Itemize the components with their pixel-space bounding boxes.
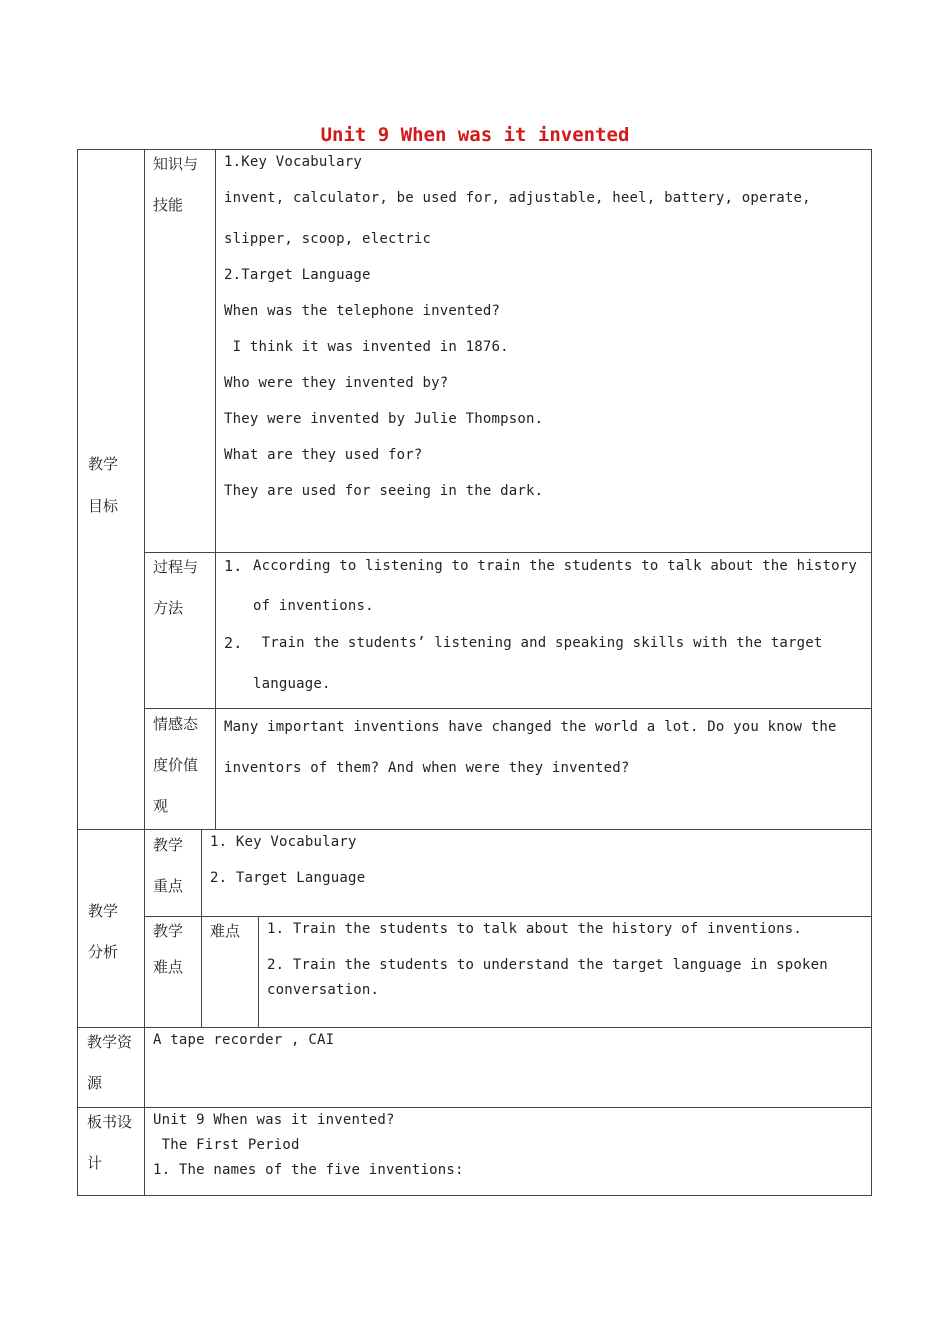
analysis-label-2: 分析 xyxy=(88,943,119,961)
board-line: 1. The names of the five inventions: xyxy=(153,1162,464,1178)
knowledge-label-1: 知识与 xyxy=(153,155,199,173)
process-label-2: 方法 xyxy=(153,599,184,617)
knowledge-line: slipper, scoop, electric xyxy=(224,231,432,247)
board-line: The First Period xyxy=(153,1137,300,1153)
analysis-label-1: 教学 xyxy=(88,902,119,920)
resources-label-1: 教学资 xyxy=(87,1033,133,1051)
knowledge-line: 1.Key Vocabulary xyxy=(224,154,363,170)
difficult-line: 2. Train the students to understand the target language in spoken xyxy=(267,957,828,973)
knowledge-line: 2.Target Language xyxy=(224,267,371,283)
process-item-number: 1. xyxy=(224,557,243,575)
process-item-line: language. xyxy=(253,676,331,692)
board-label-1: 板书设 xyxy=(87,1113,133,1131)
process-item-line: of inventions. xyxy=(253,598,374,614)
difficult-label-1: 教学 xyxy=(153,922,184,940)
process-item-line: Train the students’ listening and speaking skills with the target xyxy=(253,635,823,651)
knowledge-line: They are used for seeing in the dark. xyxy=(224,483,544,499)
resources-label-2: 源 xyxy=(87,1074,103,1092)
knowledge-label-2: 技能 xyxy=(153,196,184,214)
process-label-1: 过程与 xyxy=(153,558,199,576)
knowledge-line: I think it was invented in 1876. xyxy=(224,339,509,355)
key-point-line: 2. Target Language xyxy=(210,870,366,886)
process-item-line: According to listening to train the students to talk about the history xyxy=(253,558,858,574)
knowledge-line: invent, calculator, be used for, adjustable, heel, battery, operate, xyxy=(224,190,811,206)
attitude-label-2: 度价值 xyxy=(153,756,199,774)
knowledge-line: What are they used for? xyxy=(224,447,423,463)
difficult-line: conversation. xyxy=(267,982,380,998)
knowledge-line: When was the telephone invented? xyxy=(224,303,501,319)
objectives-label-1: 教学 xyxy=(88,455,119,473)
key-points-label-1: 教学 xyxy=(153,836,184,854)
attitude-label-3: 观 xyxy=(153,797,169,815)
attitude-line: inventors of them? And when were they invented? xyxy=(224,760,630,776)
board-label-2: 计 xyxy=(87,1154,103,1172)
key-points-label-2: 重点 xyxy=(153,877,184,895)
attitude-line: Many important inventions have changed the world a lot. Do you know the xyxy=(224,719,837,735)
process-item-number: 2. xyxy=(224,634,243,652)
board-line: Unit 9 When was it invented? xyxy=(153,1112,395,1128)
attitude-label-1: 情感态 xyxy=(153,715,199,733)
difficult-line: 1. Train the students to talk about the history of inventions. xyxy=(267,921,802,937)
difficult-label-2: 难点 xyxy=(153,958,184,976)
objectives-label-2: 目标 xyxy=(88,497,119,515)
difficult-sub-label: 难点 xyxy=(210,922,241,940)
knowledge-line: They were invented by Julie Thompson. xyxy=(224,411,544,427)
knowledge-line: Who were they invented by? xyxy=(224,375,449,391)
key-point-line: 1. Key Vocabulary xyxy=(210,834,357,850)
document-title: Unit 9 When was it invented xyxy=(320,124,630,146)
resources-text: A tape recorder , CAI xyxy=(153,1032,335,1048)
